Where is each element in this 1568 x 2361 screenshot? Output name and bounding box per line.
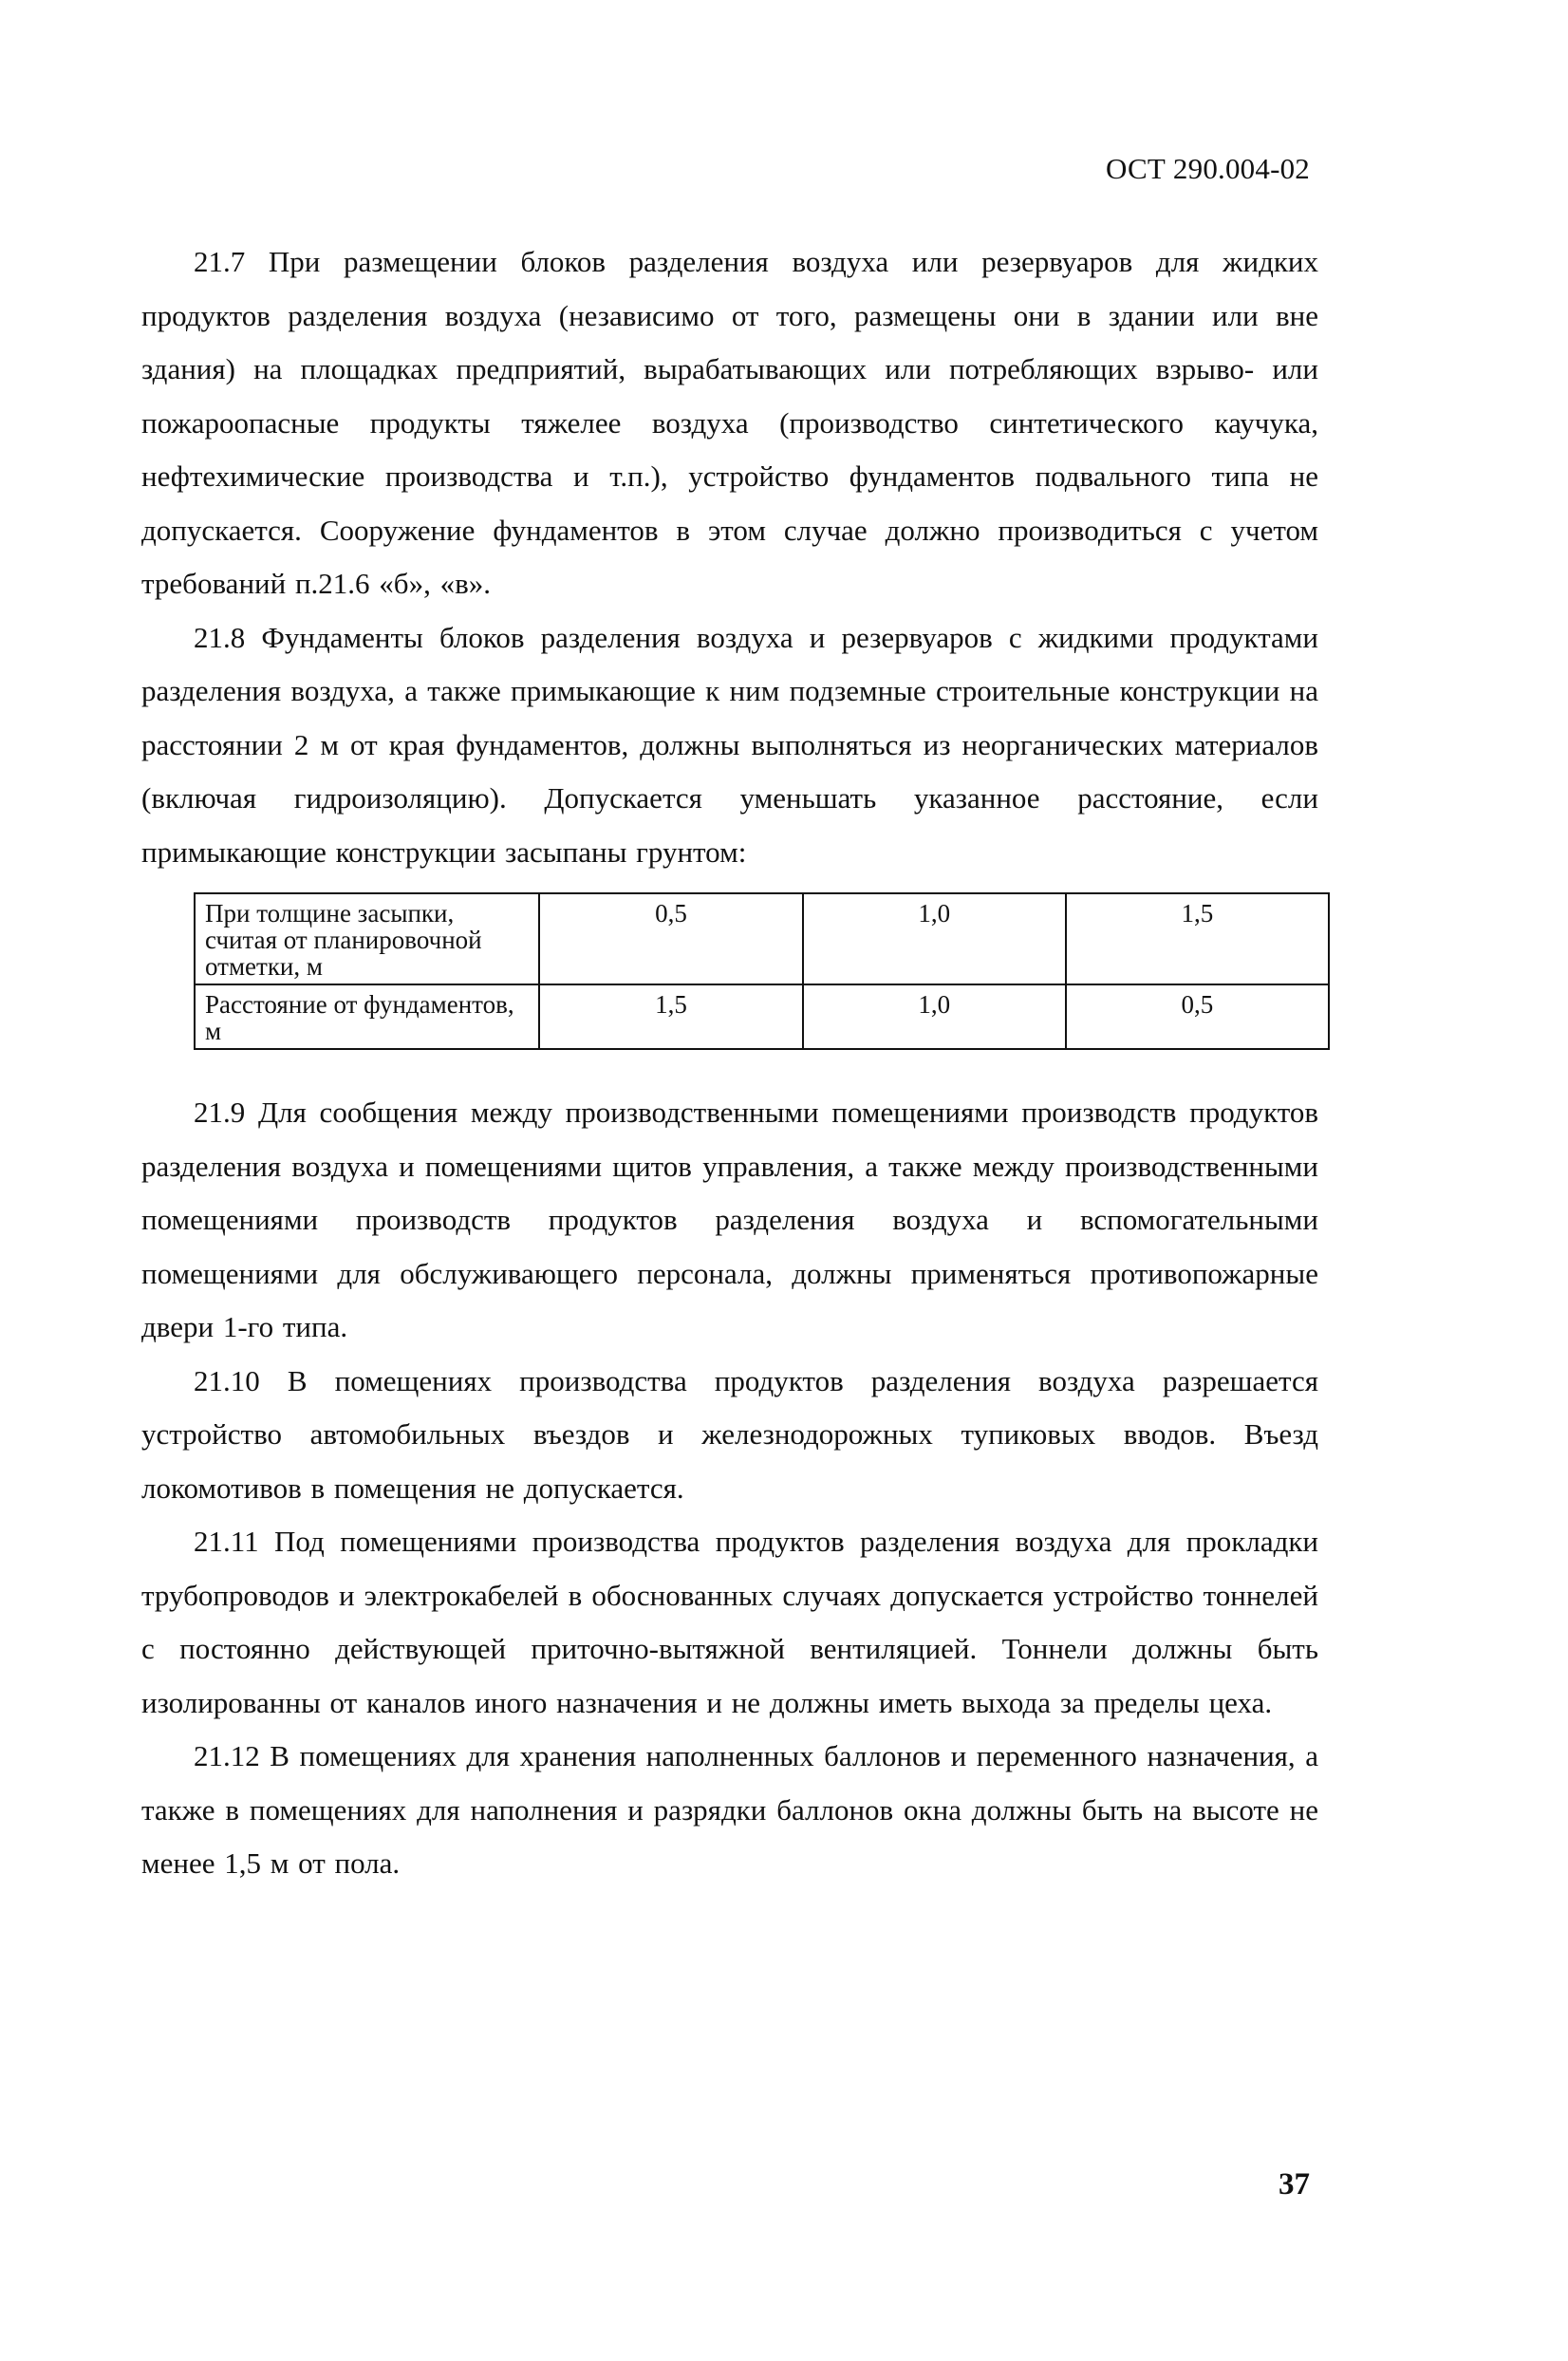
table-cell: 1,5 [1066, 893, 1329, 984]
paragraph-21-11: 21.11 Под помещениями производства продуктов разделения воздуха для прокладки трубопроводов и электрокабелей в обоснованных случаях допускается устройство тоннелей с постоянно действующей приточно-вытяжной вентиляцией. Тоннели должны быть изолированны от каналов иного назначения и не должны иметь выхода за пределы цеха. [141, 1525, 1318, 1719]
table-cell: 0,5 [539, 893, 802, 984]
page-number: 37 [1279, 2167, 1310, 2202]
table-cell-distance-label: Расстояние от фундаментов, м [195, 984, 539, 1049]
page-body [141, 235, 1318, 1891]
paragraph-21-10: 21.10 В помещениях производства продуктов разделения воздуха разрешается устройство автомобильных въездов и железнодорожных тупиковых вводов. Въезд локомотивов в помещения не допускается. [141, 1363, 1318, 1505]
table-cell: 1,5 [539, 984, 802, 1049]
table-row [195, 984, 1329, 1049]
paragraph-21-7: 21.7 При размещении блоков разделения воздуха или резервуаров для жидких продуктов разделения воздуха (независимо от того, размещены они в здании или вне здания) на площадках предприятий, вырабатывающих или потребляющих взрыво- или пожароопасные продукты тяжелее воздуха (производство синтетического каучука, нефтехимические производства и т.п.), устройство фундаментов подвального типа не допускается. Сооружение фундаментов в этом случае должно производиться с учетом требований п.21.6 «б», «в». [141, 245, 1318, 600]
table-row [195, 893, 1329, 984]
table-cell: 0,5 [1066, 984, 1329, 1049]
backfill-distance-table [194, 892, 1330, 1050]
paragraph-21-12: 21.12 В помещениях для хранения наполненных баллонов и переменного назначения, а также в помещениях для наполнения и разрядки баллонов окна должны быть на высоте не менее 1,5 м от пола. [141, 1739, 1318, 1880]
table-cell: 1,0 [803, 893, 1066, 984]
document-code: ОСТ 290.004-02 [1105, 152, 1310, 185]
paragraph-21-8: 21.8 Фундаменты блоков разделения воздуха и резервуаров с жидкими продуктами разделения воздуха, а также примыкающие к ним подземные строительные конструкции на расстоянии 2 м от края фундаментов, должны выполняться из неорганических материалов (включая гидроизоляцию). Допускается уменьшать указанное расстояние, если примыкающие конструкции засыпаны грунтом: [141, 620, 1318, 869]
table-cell-backfill-label: При толщине засыпки, считая от планировочной отметки, м [195, 893, 539, 984]
paragraph-21-9: 21.9 Для сообщения между производственными помещениями производств продуктов разделения воздуха и помещениями щитов управления, а также между производственными помещениями производств продуктов разделения воздуха и вспомогательными помещениями для обслуживающего персонала, должны применяться противопожарные двери 1-го типа. [141, 1096, 1318, 1343]
table-cell: 1,0 [803, 984, 1066, 1049]
